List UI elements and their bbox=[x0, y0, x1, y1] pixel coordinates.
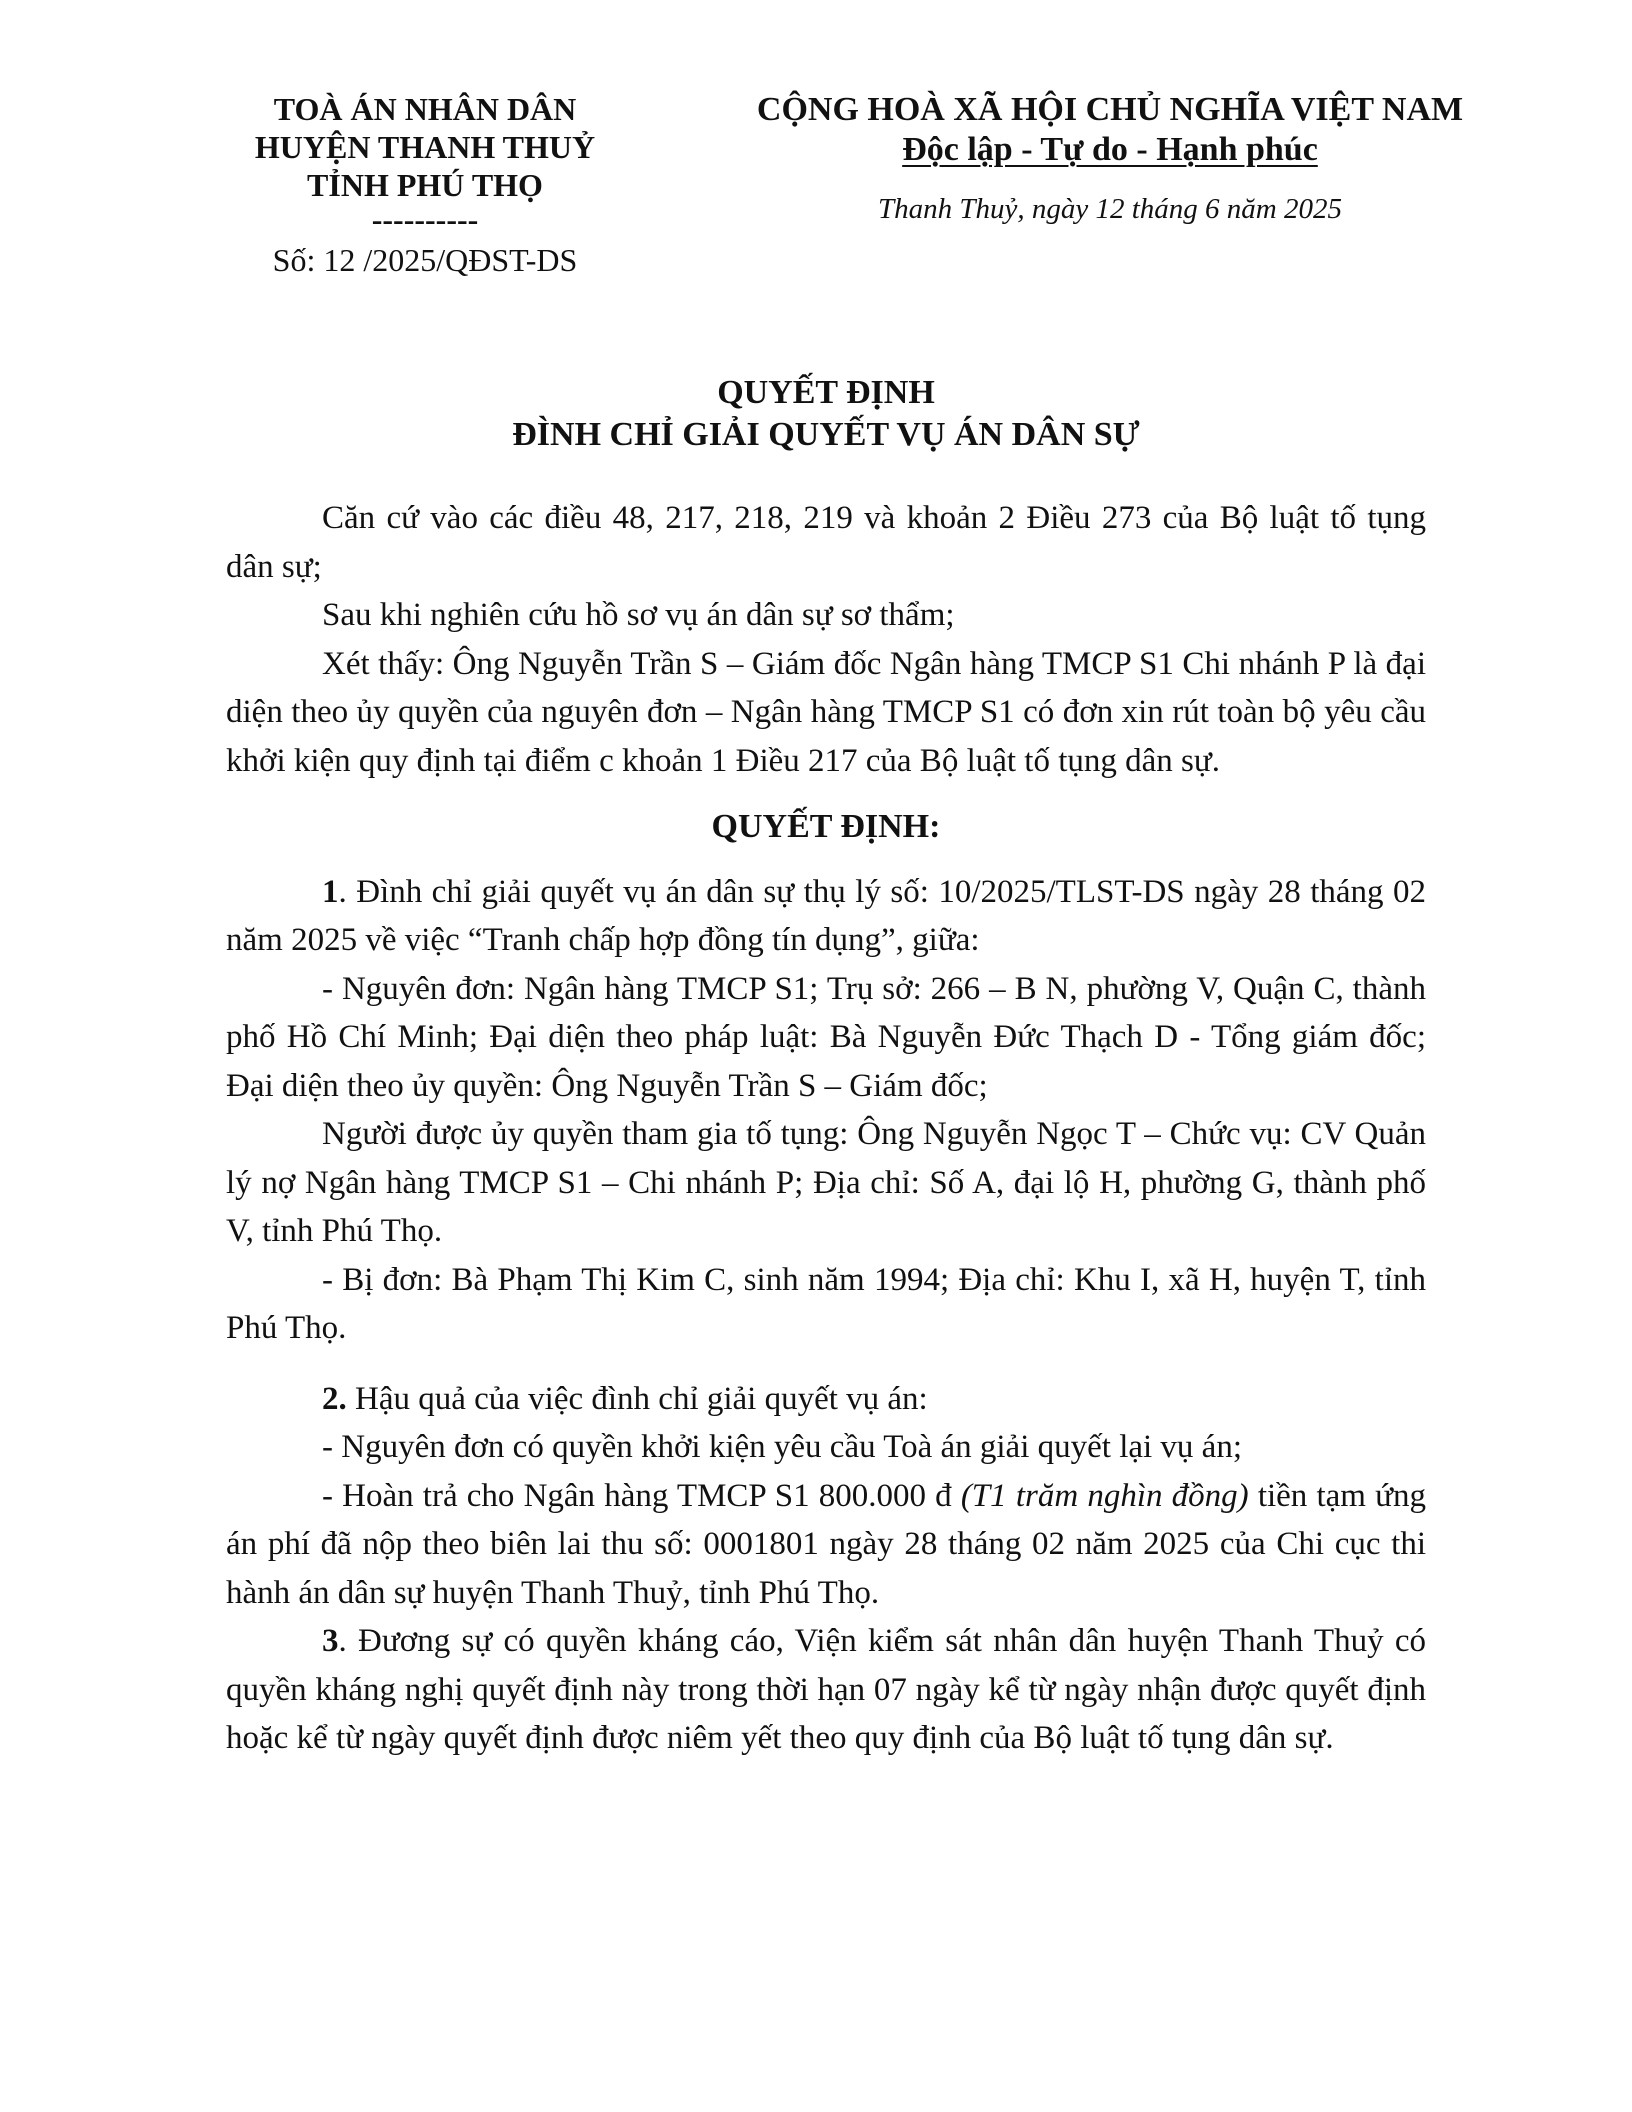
title-line2: ĐÌNH CHỈ GIẢI QUYẾT VỤ ÁN DÂN SỰ bbox=[512, 416, 1140, 453]
nation-name: CỘNG HOÀ XÃ HỘI CHỦ NGHĨA VIỆT NAM bbox=[756, 91, 1464, 128]
item-1-text: . Đình chỉ giải quyết vụ án dân sự thụ lý số: 10/2025/TLST-DS ngày 28 tháng 02 năm 2025 về việc “Tranh chấp hợp đồng tín dụng”, giữa: bbox=[226, 873, 1426, 958]
plaintiff-paragraph: - Nguyên đơn: Ngân hàng TMCP S1; Trụ sở: 266 – B N, phường V, Quận C, thành phố Hồ Chí Minh; Đại diện theo pháp luật: Bà Nguyễn Đức Thạch D - Tổng giám đốc; Đại diện theo ủy quyền: Ông Nguyễn Trần S – Giám đốc; bbox=[226, 970, 1426, 1104]
item-1-number: 1 bbox=[322, 873, 339, 910]
refund-amount-words: (T1 trăm nghìn đồng) bbox=[960, 1477, 1249, 1514]
decision-heading: QUYẾT ĐỊNH: bbox=[711, 808, 941, 845]
court-header bbox=[210, 90, 640, 280]
item-3-text: . Đương sự có quyền kháng cáo, Viện kiểm sát nhân dân huyện Thanh Thuỷ có quyền kháng nghị quyết định này trong thời hạn 07 ngày kể từ ngày nhận được quyết định hoặc kể từ ngày quyết định được niêm yết theo quy định của Bộ luật tố tụng dân sự. bbox=[226, 1623, 1426, 1756]
refund-text-end: tiền tạm ứng án phí đã nộp theo biên lai thu số: 0001801 ngày 28 tháng 02 năm 2025 của Chi cục thi hành án dân sự huyện Thanh Thuỷ, tỉnh Phú Thọ. bbox=[226, 1477, 1426, 1611]
court-separator: ---------- bbox=[371, 201, 479, 237]
item-2-consequence-a: - Nguyên đơn có quyền khởi kiện yêu cầu Toà án giải quyết lại vụ án; bbox=[322, 1429, 1242, 1465]
document-title bbox=[226, 372, 1426, 456]
preamble-review: Sau khi nghiên cứu hồ sơ vụ án dân sự sơ thẩm; bbox=[322, 597, 955, 633]
court-name-line1: TOÀ ÁN NHÂN DÂN bbox=[273, 91, 577, 127]
item-2-consequence-b bbox=[226, 1472, 1426, 1618]
item-3-number: 3 bbox=[322, 1623, 339, 1659]
court-name-line3: TỈNH PHÚ THỌ bbox=[307, 167, 543, 203]
item-1 bbox=[226, 868, 1426, 965]
nation-header bbox=[730, 90, 1490, 228]
preamble-legal-basis: Căn cứ vào các điều 48, 217, 218, 219 và khoản 2 Điều 273 của Bộ luật tố tụng dân sự; bbox=[226, 500, 1426, 585]
document-body bbox=[226, 494, 1426, 1763]
court-name-line2: HUYỆN THANH THUỶ bbox=[254, 129, 596, 165]
item-2-number: 2. bbox=[322, 1380, 347, 1417]
preamble-consideration: Xét thấy: Ông Nguyễn Trần S – Giám đốc Ngân hàng TMCP S1 Chi nhánh P là đại diện theo ủy quyền của nguyên đơn – Ngân hàng TMCP S1 có đơn xin rút toàn bộ yêu cầu khởi kiện quy định tại điểm c khoản 1 Điều 217 của Bộ luật tố tụng dân sự. bbox=[226, 645, 1426, 779]
item-3 bbox=[226, 1617, 1426, 1763]
nation-motto: Độc lập - Tự do - Hạnh phúc bbox=[902, 131, 1318, 168]
title-line1: QUYẾT ĐỊNH bbox=[717, 374, 935, 411]
authorized-representative-paragraph: Người được ủy quyền tham gia tố tụng: Ông Nguyễn Ngọc T – Chức vụ: CV Quản lý nợ Ngân hàng TMCP S1 – Chi nhánh P; Địa chỉ: Số A, đại lộ H, phường G, thành phố V, tỉnh Phú Thọ. bbox=[226, 1116, 1426, 1249]
defendant-paragraph: - Bị đơn: Bà Phạm Thị Kim C, sinh năm 1994; Địa chỉ: Khu I, xã H, huyện T, tỉnh Phú Thọ. bbox=[226, 1261, 1426, 1346]
item-2 bbox=[226, 1375, 1426, 1424]
place-date: Thanh Thuỷ, ngày 12 tháng 6 năm 2025 bbox=[878, 193, 1342, 225]
item-2-text: Hậu quả của việc đình chỉ giải quyết vụ án: bbox=[346, 1380, 928, 1417]
refund-text-start: - Hoàn trả cho Ngân hàng TMCP S1 800.000 đ bbox=[322, 1477, 961, 1514]
decision-number: Số: 12 /2025/QĐST-DS bbox=[272, 242, 578, 278]
